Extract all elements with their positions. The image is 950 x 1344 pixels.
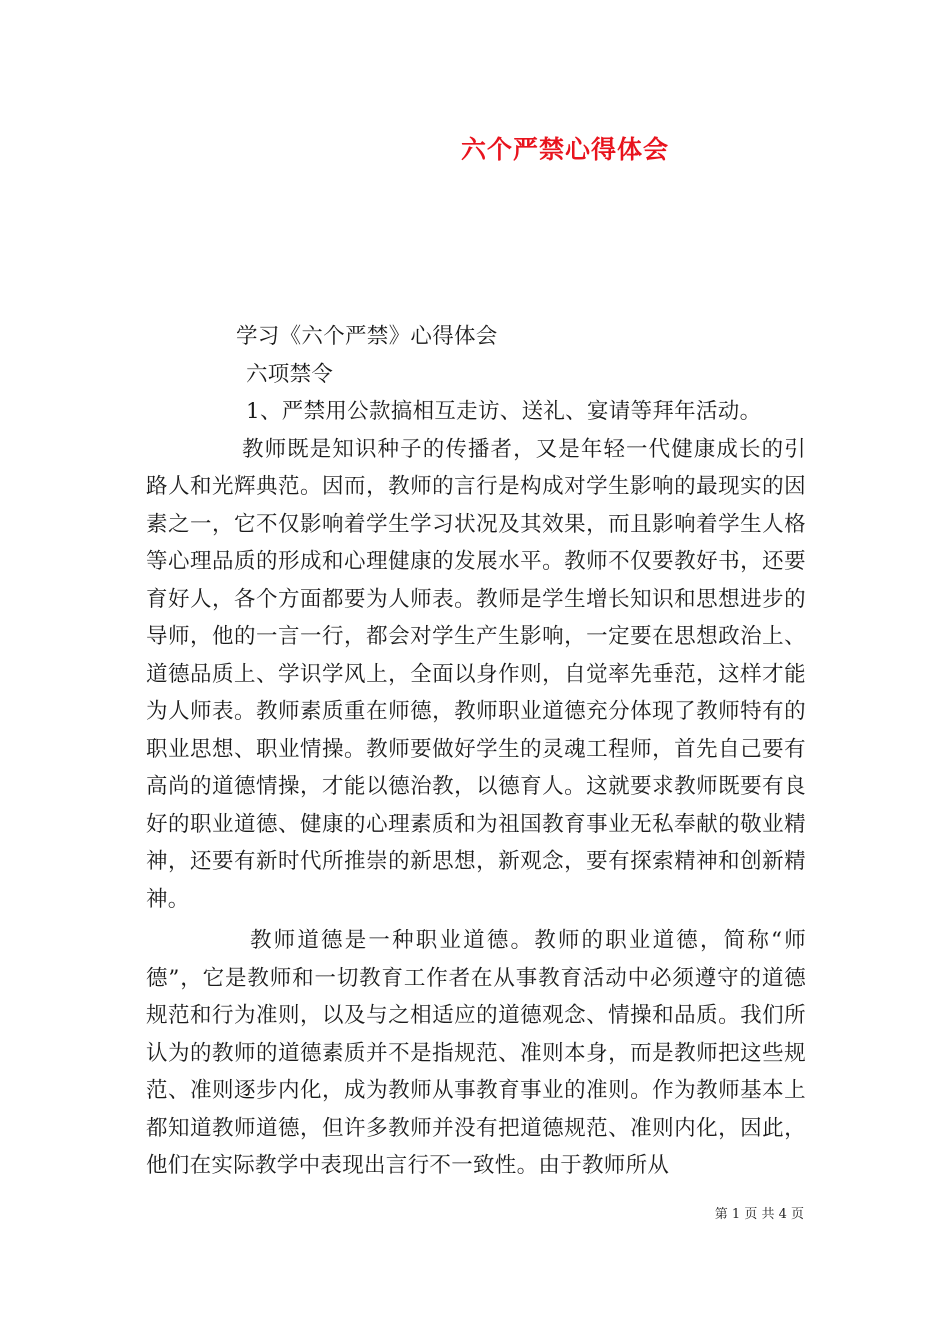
paragraph-1: 教师既是知识种子的传播者，又是年轻一代健康成长的引路人和光辉典范。因而，教师的言行是构成对学生影响的最现实的因素之一，它不仅影响着学生学习状况及其效果，而且影响着学生人格等心理品质的形成和心理健康的发展水平。教师不仅要教好书，还要育好人，各个方面都要为人师表。教师是学生增长知识和思想进步的导师，他的一言一行，都会对学生产生影响，一定要在思想政治上、道德品质上、学识学风上，全面以身作则，自觉率先垂范，这样才能为人师表。教师素质重在师德，教师职业道德充分体现了教师特有的职业思想、职业情操。教师要做好学生的灵魂工程师，首先自己要有高尚的道德情操，才能以德治教，以德育人。这就要求教师既要有良好的职业道德、健康的心理素质和为祖国教育事业无私奉献的敬业精神，还要有新时代所推崇的新思想，新观念，要有探索精神和创新精神。 (146, 436, 806, 912)
list-item: 1、严禁用公款搞相互走访、送礼、宴请等拜年活动。 (246, 399, 762, 424)
page-number: 第 1 页 共 4 页 (714, 1207, 804, 1222)
document-subtitle: 学习《六个严禁》心得体会 (236, 324, 498, 349)
document-body (146, 318, 806, 1185)
paragraph-2: 教师道德是一种职业道德。教师的职业道德，简称“师德”，它是教师和一切教育工作者在从事教育活动中必须遵守的道德规范和行为准则，以及与之相适应的道德观念、情操和品质。我们所认为的教师的道德素质并不是指规范、准则本身，而是教师把这些规范、准则逐步内化，成为教师从事教育事业的准则。作为教师基本上都知道教师道德，但许多教师并没有把道德规范、准则内化，因此，他们在实际教学中表现出言行不一致性。由于教师所从 (146, 928, 806, 1178)
page-title: 六个严禁心得体会 (460, 135, 669, 164)
section-heading: 六项禁令 (246, 361, 334, 387)
